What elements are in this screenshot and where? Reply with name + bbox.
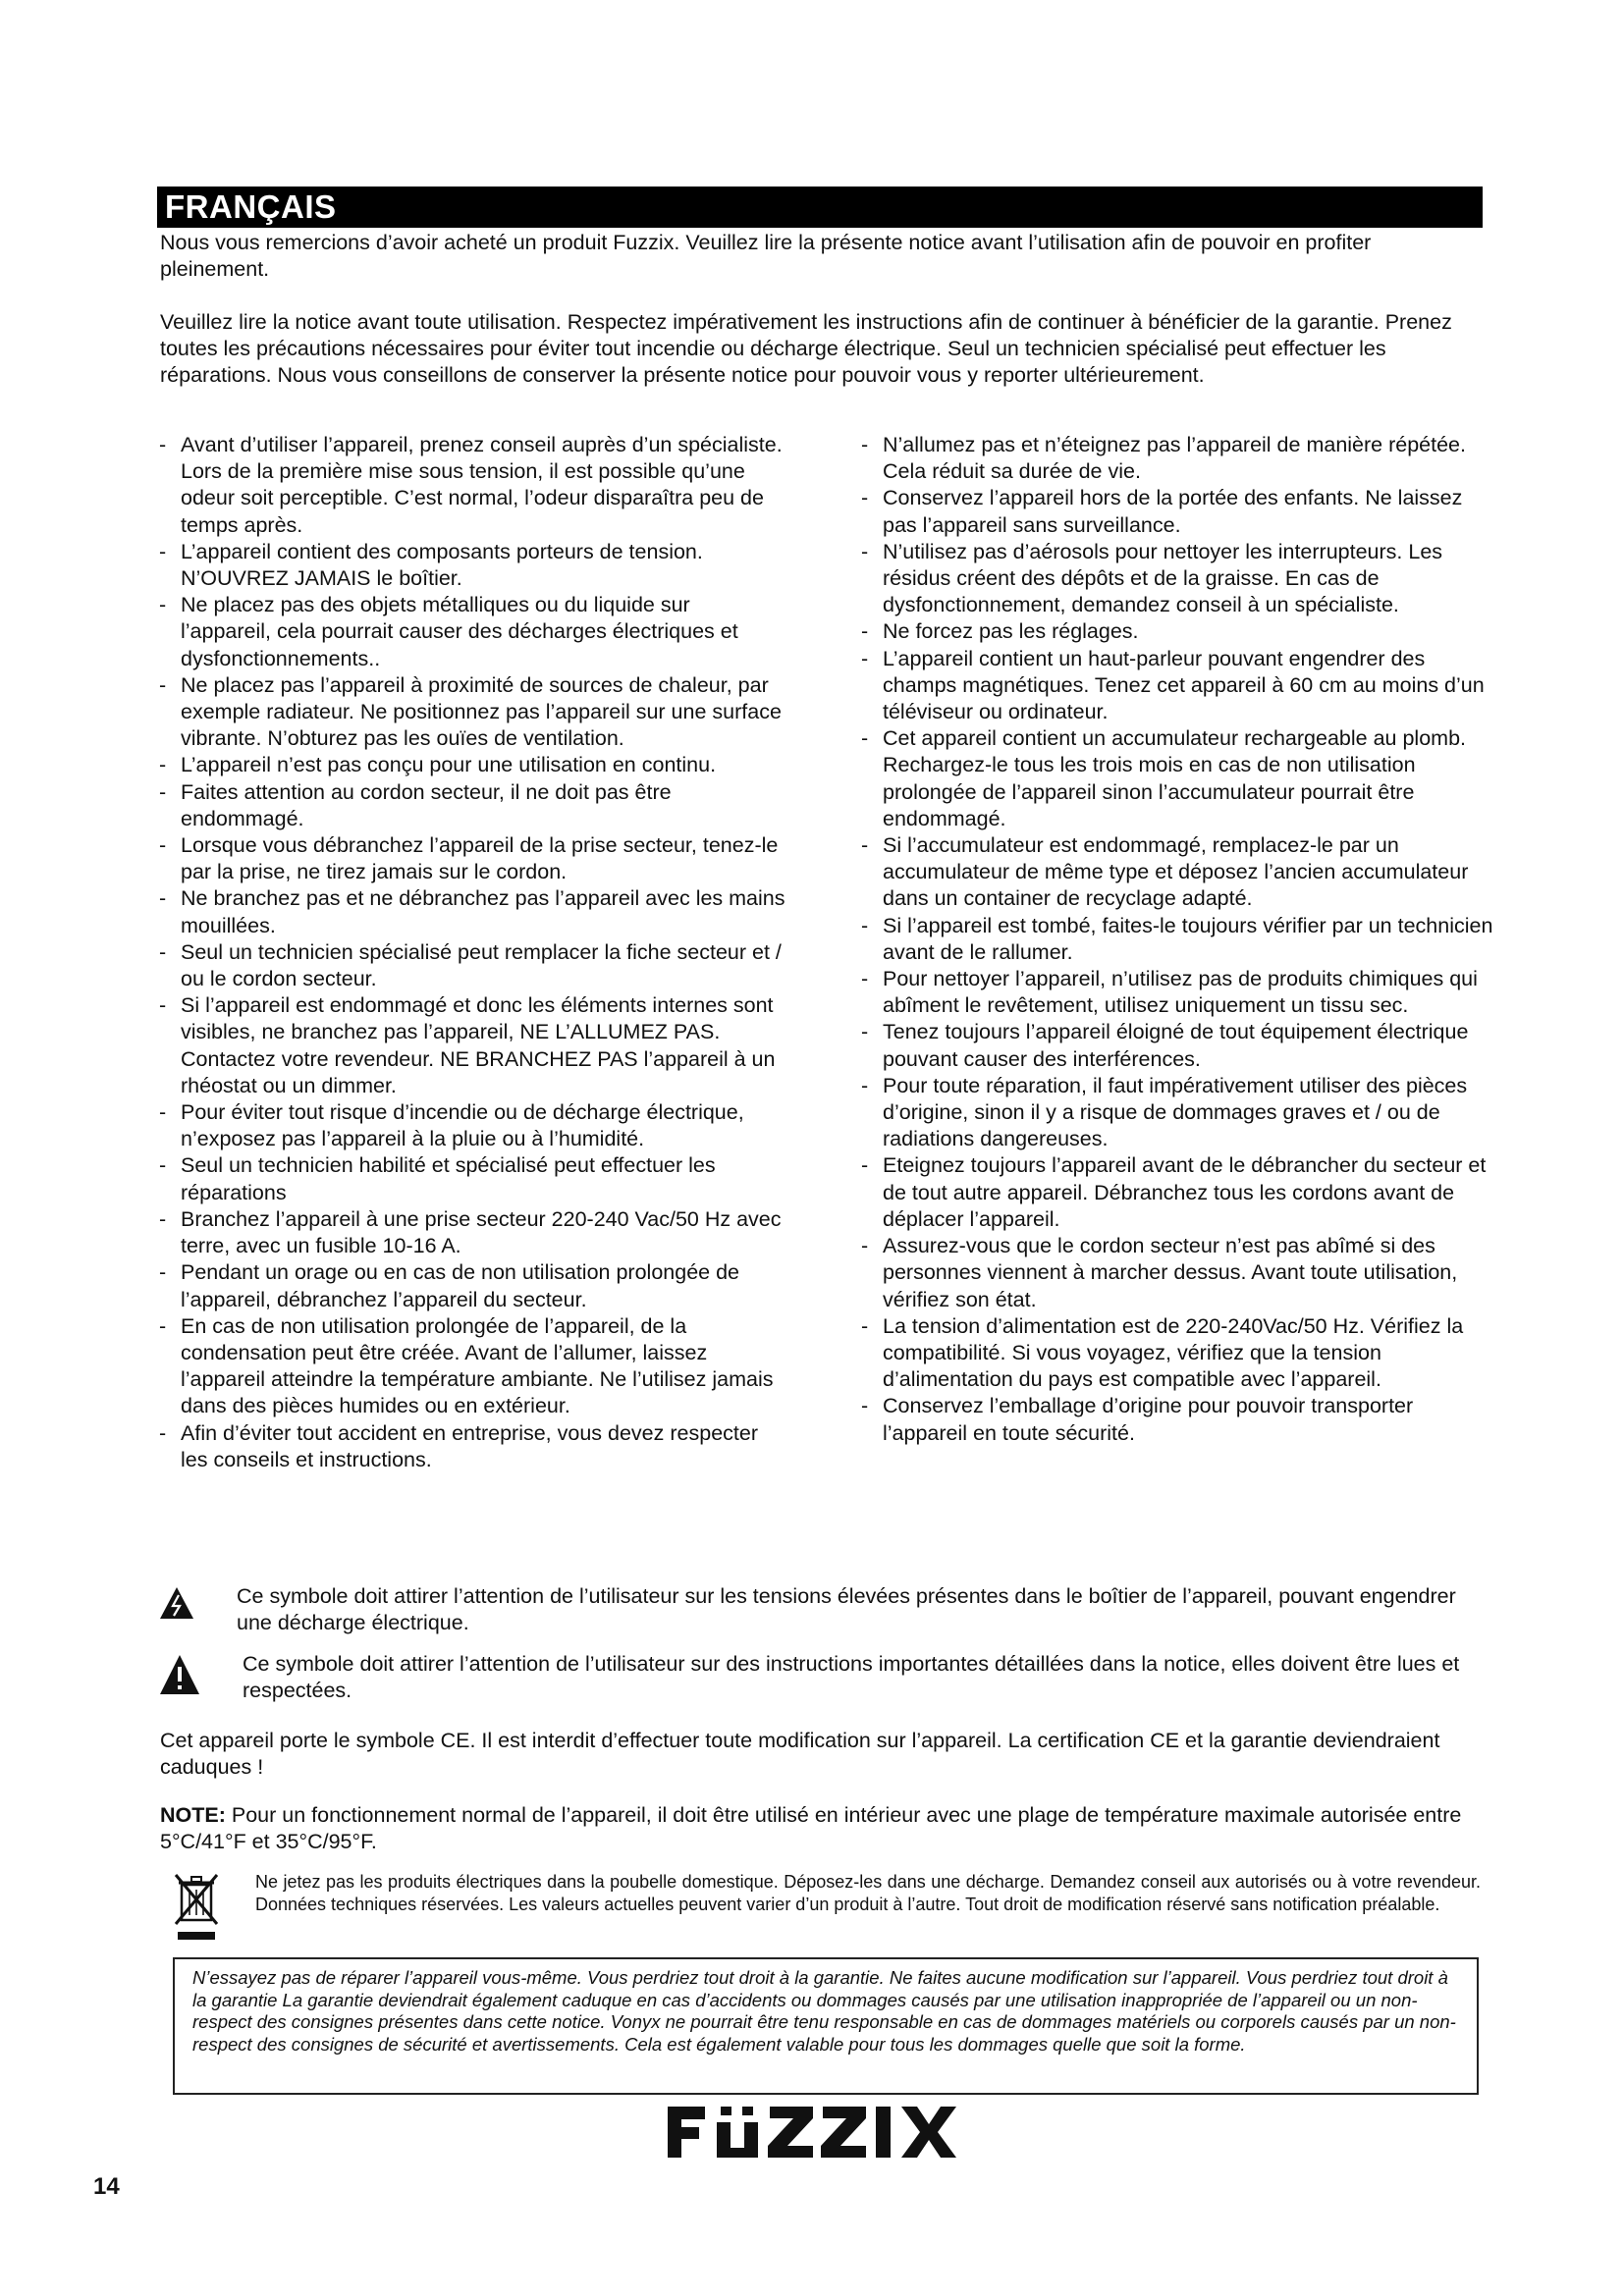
safety-item-text: Pendant un orage ou en cas de non utilisation prolongée de l’appareil, débranchez l’appareil du secteur. <box>181 1260 739 1311</box>
safety-item-text: Ne forcez pas les réglages. <box>883 619 1139 644</box>
safety-item-text: L’appareil n’est pas conçu pour une utilisation en continu. <box>181 753 717 777</box>
disposal-notice <box>160 1871 1481 1949</box>
safety-item-text: Si l’appareil est endommagé et donc les éléments internes sont visibles, ne branchez pas l’appareil, NE L’ALLUMEZ PAS. Contactez votre revendeur. NE BRANCHEZ PAS l’appareil à un rhéostat ou un dimmer. <box>181 993 776 1097</box>
safety-item-text: Seul un technicien habilité et spécialisé peut effectuer les réparations <box>181 1153 716 1204</box>
safety-item <box>859 1019 1497 1072</box>
note-label: NOTE: <box>160 1803 226 1827</box>
safety-item-text: Pour nettoyer l’appareil, n’utilisez pas de produits chimiques qui abîment le revêtement, utilisez uniquement un tissu sec. <box>883 967 1478 1018</box>
repair-disclaimer-box: N’essayez pas de réparer l’appareil vous-même. Vous perdriez tout droit à la garantie. Ne faites aucune modification sur l’appareil. Vous perdriez tout droit à la garantie La garantie deviendrait également caduque en cas d’accidents ou dommages causés par une utilisation inappropriée de l’appareil ou un non-respect des consignes présentes dans cette notice. Vonyx ne pourrait être tenu responsable en cas de dommages matériels ou corporels causés par un non-respect des consignes de sécurité et avertissements. Cela est également valable pour tous les dommages quelle que soit la forme. <box>173 1957 1479 2095</box>
section-title: FRANÇAIS <box>165 188 337 225</box>
safety-item <box>157 1420 785 1473</box>
safety-item <box>157 752 785 778</box>
bullet-dash: - <box>861 1153 869 1178</box>
safety-item <box>157 432 785 539</box>
safety-item-text: Ne branchez pas et ne débranchez pas l’appareil avec les mains mouillées. <box>181 886 785 937</box>
safety-item <box>157 539 785 592</box>
bullet-dash: - <box>861 1394 869 1418</box>
bullet-dash: - <box>861 433 869 456</box>
safety-item-text: Pour toute réparation, il faut impérativement utiliser des pièces d’origine, sinon il y a risque de dommages graves et / ou de radiations dangereuses. <box>883 1073 1468 1151</box>
note-text: Pour un fonctionnement normal de l’appareil, il doit être utilisé en intérieur avec une plage de température maximale autorisée entre 5°C/41°F et 35°C/95°F. <box>160 1803 1462 1853</box>
safety-column-left <box>157 432 785 1473</box>
bullet-dash: - <box>861 486 869 510</box>
bullet-dash: - <box>861 1020 869 1044</box>
safety-list-right <box>859 432 1497 1447</box>
bullet-dash: - <box>861 967 869 991</box>
bullet-dash: - <box>159 886 167 911</box>
safety-item <box>157 1206 785 1259</box>
bullet-dash: - <box>159 1153 167 1178</box>
safety-item-text: Pour éviter tout risque d’incendie ou de décharge électrique, n’exposez pas l’appareil à la pluie ou à l’humidité. <box>181 1100 744 1151</box>
disposal-text: Ne jetez pas les produits électriques dans la poubelle domestique. Déposez-les dans une décharge. Demandez conseil aux autorisés ou à votre revendeur. Données techniques réservées. Les valeurs actuelles peuvent varier d’un produit à l’autre. Tout droit de modification réservé sans notification préalable. <box>255 1872 1481 1914</box>
safety-item-text: Ne placez pas des objets métalliques ou du liquide sur l’appareil, cela pourrait causer des décharges électriques et dysfonctionnements.. <box>181 593 738 670</box>
bullet-dash: - <box>159 833 167 858</box>
safety-item <box>157 1259 785 1312</box>
bullet-dash: - <box>159 1100 167 1125</box>
safety-item <box>859 725 1497 832</box>
safety-item-text: Si l’appareil est tombé, faites-le toujours vérifier par un technicien avant de le rallumer. <box>883 913 1493 964</box>
safety-item <box>859 1393 1497 1446</box>
bullet-dash: - <box>159 672 167 697</box>
safety-item-text: Faites attention au cordon secteur, il ne doit pas être endommagé. <box>181 779 672 830</box>
safety-item <box>859 832 1497 913</box>
bullet-dash: - <box>861 913 869 937</box>
safety-item <box>157 1099 785 1152</box>
safety-item <box>157 885 785 938</box>
bullet-dash: - <box>861 1073 869 1097</box>
bullet-dash: - <box>861 833 869 858</box>
safety-item <box>859 1313 1497 1394</box>
safety-column-right <box>859 432 1497 1447</box>
bullet-dash: - <box>159 753 167 777</box>
bullet-dash: - <box>159 593 167 617</box>
safety-item <box>859 1073 1497 1153</box>
instructions-warning <box>160 1651 1481 1710</box>
page-number: 14 <box>93 2173 120 2200</box>
safety-item <box>157 592 785 672</box>
note-paragraph <box>160 1802 1481 1855</box>
voltage-warning-text: Ce symbole doit attirer l’attention de l’utilisateur sur les tensions élevées présentes dans le boîtier de l’appareil, pouvant engendrer une décharge électrique. <box>237 1584 1456 1634</box>
safety-item <box>859 485 1497 538</box>
high-voltage-icon <box>160 1587 193 1619</box>
safety-item <box>859 1152 1497 1233</box>
safety-item-text: Afin d’éviter tout accident en entreprise, vous devez respecter les conseils et instructions. <box>181 1420 758 1471</box>
safety-item <box>859 618 1497 645</box>
intro-paragraph-1: Nous vous remercions d’avoir acheté un produit Fuzzix. Veuillez lire la présente notice avant l’utilisation afin de pouvoir en profiter pleinement. <box>160 231 1372 281</box>
safety-item <box>157 939 785 992</box>
safety-item-text: Cet appareil contient un accumulateur rechargeable au plomb. Rechargez-le tous les trois mois en cas de non utilisation prolongée de l’appareil sinon l’accumulateur pourrait être endommagé. <box>883 726 1467 830</box>
bullet-dash: - <box>159 1206 167 1231</box>
safety-item-text: Conservez l’emballage d’origine pour pouvoir transporter l’appareil en toute sécurité. <box>883 1394 1414 1445</box>
safety-item-text: N’utilisez pas d’aérosols pour nettoyer les interrupteurs. Les résidus créent des dépôts et de la graisse. En cas de dysfonctionnement, demandez conseil à un spécialiste. <box>883 539 1443 617</box>
crossed-bin-icon <box>174 1871 219 1942</box>
safety-item <box>859 646 1497 726</box>
bullet-dash: - <box>159 779 167 804</box>
safety-item <box>859 539 1497 619</box>
safety-item-text: N’allumez pas et n’éteignez pas l’appareil de manière répétée. Cela réduit sa durée de vie. <box>883 433 1466 484</box>
safety-item-text: Ne placez pas l’appareil à proximité de sources de chaleur, par exemple radiateur. Ne positionnez pas l’appareil sur une surface vibrante. N’obturez pas les ouïes de ventilation. <box>181 672 782 751</box>
safety-item <box>859 1233 1497 1313</box>
section-header <box>157 187 1483 228</box>
safety-item-text: Conservez l’appareil hors de la portée des enfants. Ne laissez pas l’appareil sans surveillance. <box>883 486 1463 537</box>
safety-item <box>157 992 785 1099</box>
safety-item-text: En cas de non utilisation prolongée de l’appareil, de la condensation peut être créée. Avant de l’allumer, laissez l’appareil atteindre la température ambiante. Ne l’utilisez jamais dans des pièces humides ou en extérieur. <box>181 1313 774 1418</box>
safety-item <box>157 672 785 753</box>
bullet-dash: - <box>861 646 869 670</box>
safety-item <box>859 913 1497 966</box>
safety-item-text: Tenez toujours l’appareil éloigné de tout équipement électrique pouvant causer des interférences. <box>883 1020 1469 1071</box>
bullet-dash: - <box>159 1260 167 1285</box>
safety-item <box>157 1313 785 1420</box>
fuzzix-logo-icon <box>664 2097 978 2162</box>
safety-item <box>157 832 785 885</box>
bullet-dash: - <box>861 539 869 563</box>
safety-item-text: Lorsque vous débranchez l’appareil de la prise secteur, tenez-le par la prise, ne tirez jamais sur le cordon. <box>181 833 779 884</box>
bullet-dash: - <box>159 939 167 964</box>
voltage-warning <box>160 1583 1481 1642</box>
safety-item <box>157 779 785 832</box>
safety-item-text: La tension d’alimentation est de 220-240Vac/50 Hz. Vérifiez la compatibilité. Si vous voyagez, vérifiez que la tension d’alimentation du pays est compatible avec l’appareil. <box>883 1313 1464 1392</box>
bullet-dash: - <box>861 1313 869 1338</box>
ce-paragraph: Cet appareil porte le symbole CE. Il est interdit d’effectuer toute modification sur l’appareil. La certification CE et la garantie deviendraient caduques ! <box>160 1729 1440 1779</box>
bullet-dash: - <box>159 539 167 563</box>
bullet-dash: - <box>861 726 869 751</box>
brand-logo <box>664 2097 978 2162</box>
safety-item-text: Eteignez toujours l’appareil avant de le débrancher du secteur et de tout autre appareil. Débranchez tous les cordons avant de déplacer l’appareil. <box>883 1153 1487 1231</box>
safety-list-left <box>157 432 785 1473</box>
safety-item-text: Si l’accumulateur est endommagé, remplacez-le par un accumulateur de même type et déposez l’ancien accumulateur dans un container de recyclage adapté. <box>883 833 1469 911</box>
instructions-warning-text: Ce symbole doit attirer l’attention de l’utilisateur sur des instructions importantes détaillées dans la notice, elles doivent être lues et respectées. <box>243 1652 1460 1702</box>
exclamation-warning-icon <box>160 1655 199 1694</box>
safety-item-text: L’appareil contient des composants porteurs de tension. N’OUVREZ JAMAIS le boîtier. <box>181 539 703 591</box>
bullet-dash: - <box>159 433 167 456</box>
intro-paragraph-2: Veuillez lire la notice avant toute utilisation. Respectez impérativement les instructions afin de continuer à bénéficier de la garantie. Prenez toutes les précautions nécessaires pour éviter tout incendie ou décharge électrique. Seul un technicien spécialisé peut effectuer les réparations. Nous vous conseillons de conserver la présente notice pour pouvoir vous y reporter ultérieurement. <box>160 310 1452 387</box>
safety-item-text: Avant d’utiliser l’appareil, prenez conseil auprès d’un spécialiste. Lors de la première mise sous tension, il est possible qu’une odeur soit perceptible. C’est normal, l’odeur disparaîtra peu de temps après. <box>181 433 783 537</box>
safety-item <box>859 966 1497 1019</box>
bullet-dash: - <box>159 993 167 1018</box>
safety-item-text: Branchez l’appareil à une prise secteur 220-240 Vac/50 Hz avec terre, avec un fusible 10-16 A. <box>181 1206 782 1258</box>
bullet-dash: - <box>159 1420 167 1445</box>
bullet-dash: - <box>861 1234 869 1258</box>
safety-item-text: Seul un technicien spécialisé peut remplacer la fiche secteur et / ou le cordon secteur. <box>181 939 782 991</box>
safety-item-text: Assurez-vous que le cordon secteur n’est pas abîmé si des personnes viennent à marcher dessus. Avant toute utilisation, vérifiez son état. <box>883 1234 1458 1311</box>
safety-item-text: L’appareil contient un haut-parleur pouvant engendrer des champs magnétiques. Tenez cet appareil à 60 cm au moins d’un téléviseur ou ordinateur. <box>883 646 1485 724</box>
bullet-dash: - <box>861 619 869 644</box>
safety-item <box>859 432 1497 485</box>
bullet-dash: - <box>159 1313 167 1338</box>
safety-item <box>157 1152 785 1205</box>
